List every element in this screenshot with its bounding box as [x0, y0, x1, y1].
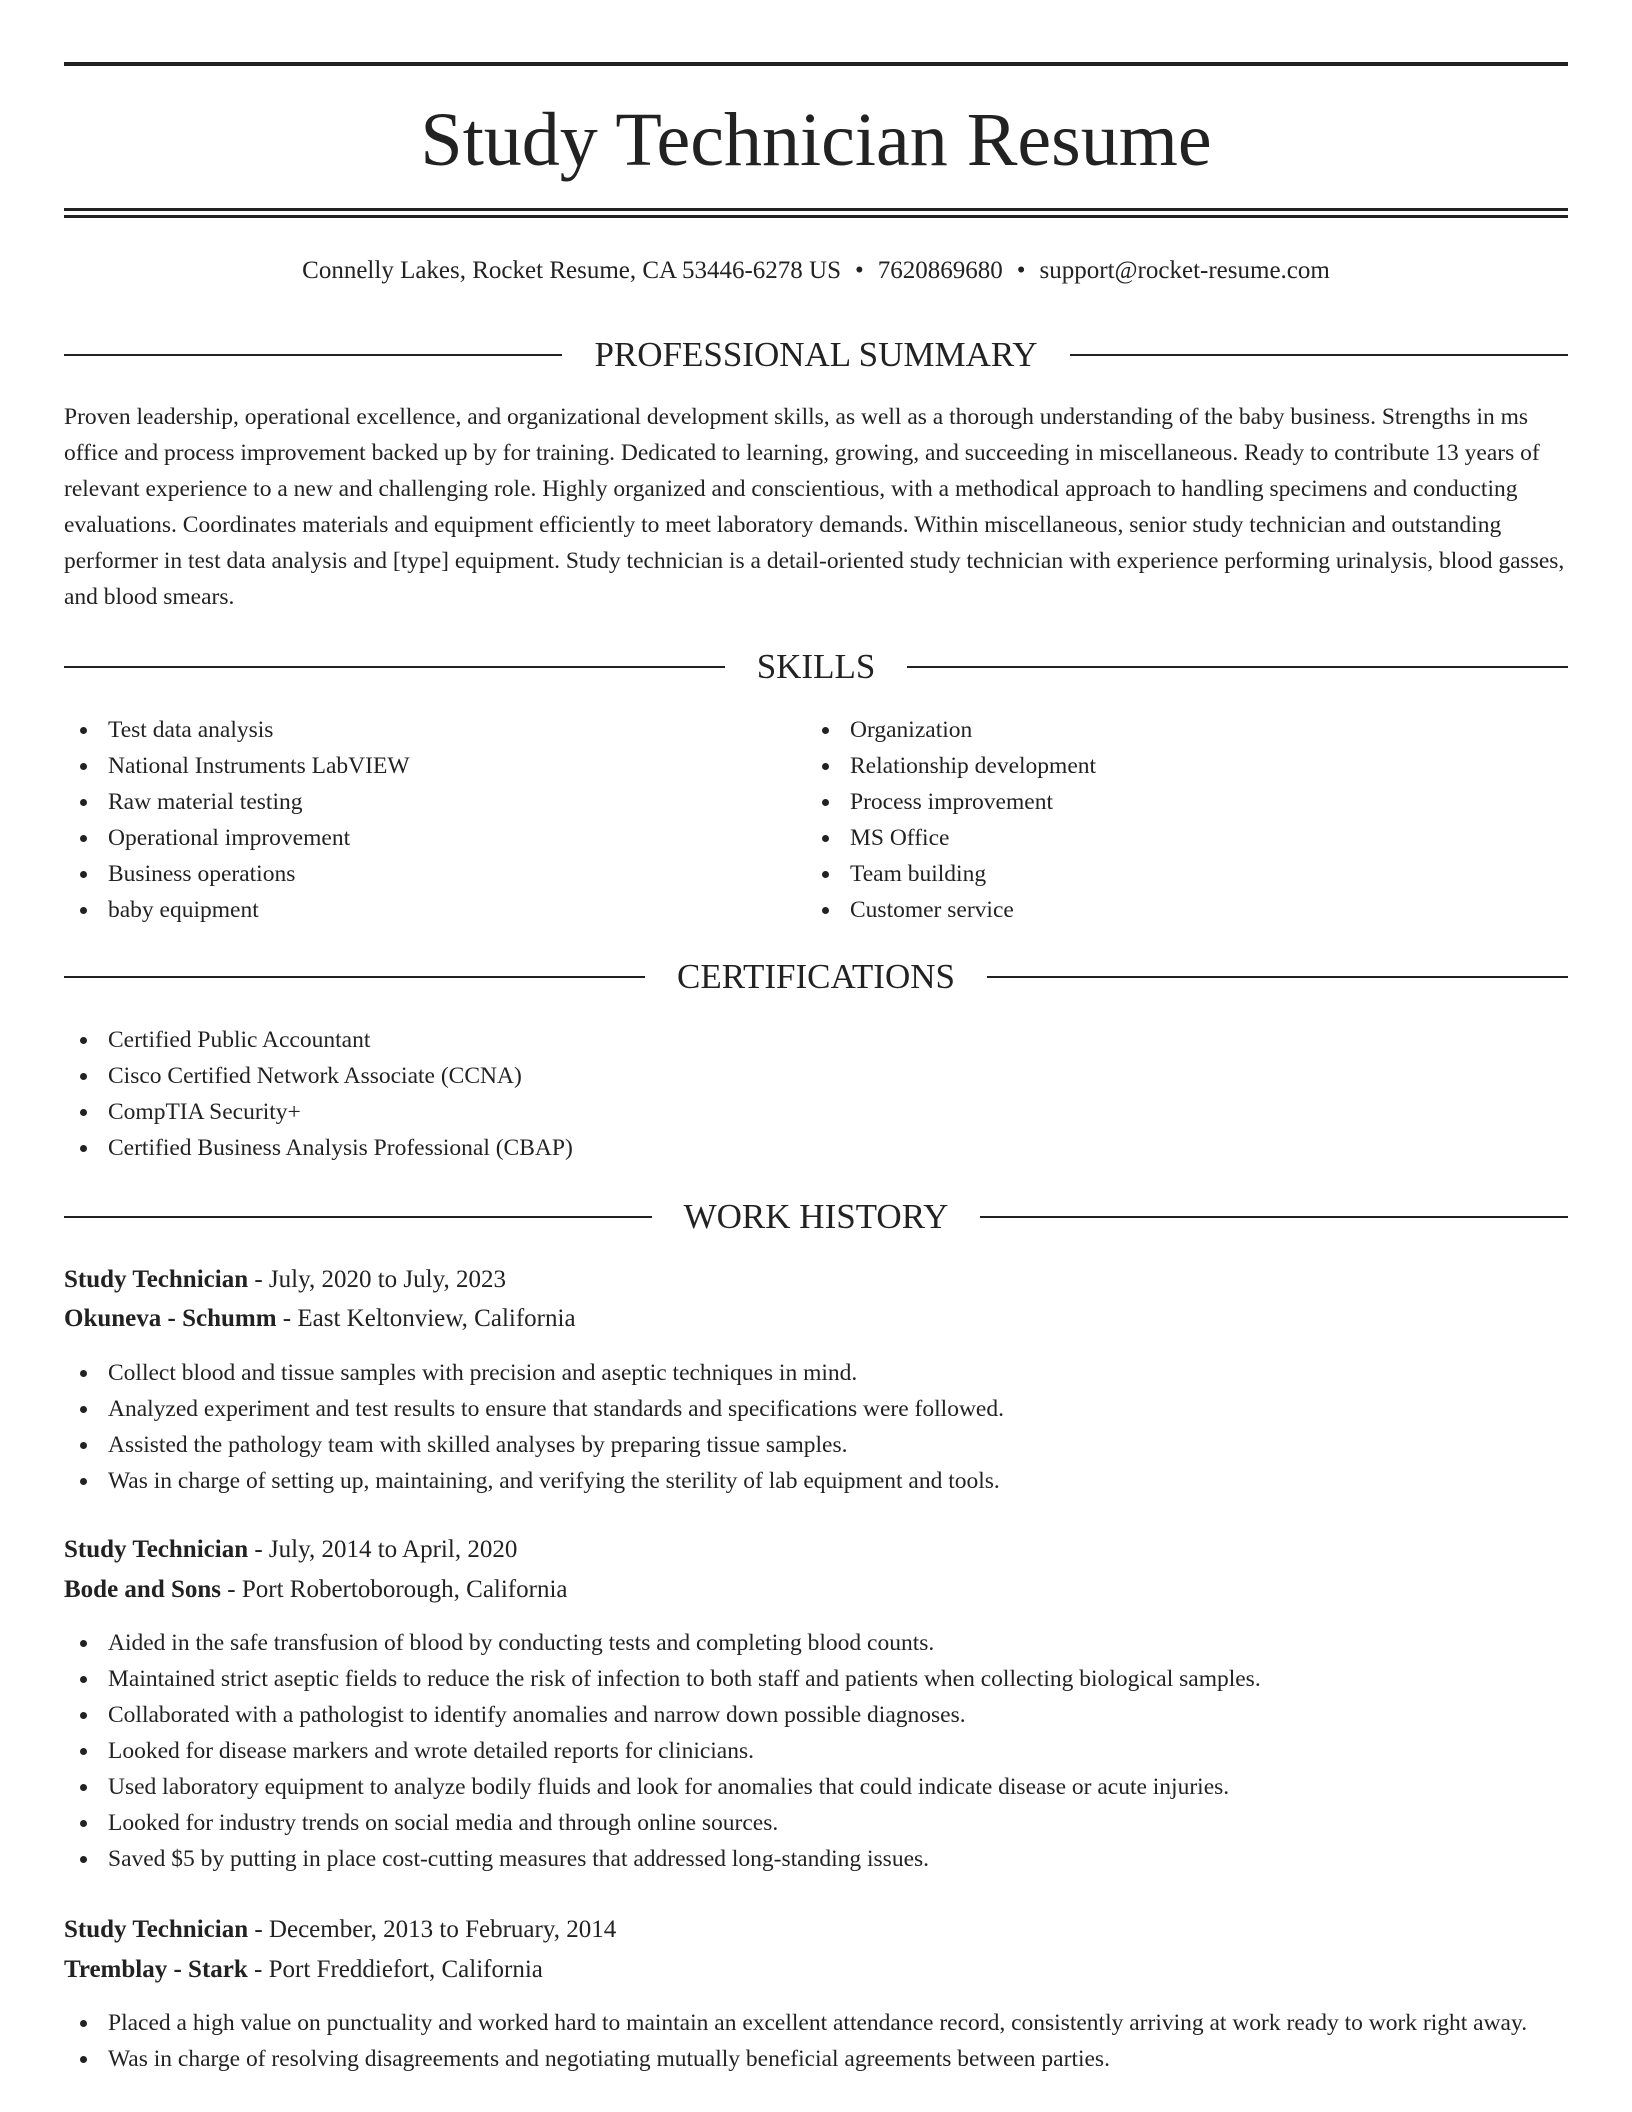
job-bullet: Analyzed experiment and test results to ensure that standards and specifications were followed.: [64, 1391, 1568, 1427]
resume-title: Study Technician Resume: [420, 98, 1212, 182]
job-company: Okuneva - Schumm: [64, 1305, 277, 1332]
skill-item: Raw material testing: [64, 784, 804, 820]
divider: [64, 666, 725, 668]
job-bullet: Looked for disease markers and wrote detailed reports for clinicians.: [64, 1733, 1568, 1769]
divider: [64, 1216, 652, 1218]
job-bullet: Placed a high value on punctuality and worked hard to maintain an excellent attendance record, consistently arriving at work ready to work right away.: [64, 2005, 1568, 2041]
divider: [907, 666, 1568, 668]
skill-item: National Instruments LabVIEW: [64, 748, 804, 784]
divider: [64, 976, 645, 978]
job-bullet: Saved $5 by putting in place cost-cutting measures that addressed long-standing issues.: [64, 1841, 1568, 1877]
skill-item: Customer service: [806, 892, 1566, 928]
summary-paragraph: Proven leadership, operational excellence, and organizational development skills, as well as a thorough understanding of the baby business. Strengths in ms office and process improvement backed up by for training. Dedicated to learning, growing, and succeeding in miscellaneous. Ready to contribute 13 years of relevant experience to a new and challenging role. Highly organized and conscientious, with a methodical approach to handling specimens and conducting evaluations. Coordinates materials and equipment efficiently to meet laboratory demands. Within miscellaneous, senior study technician and outstanding performer in test data analysis and [type] equipment. Study technician is a detail-oriented study technician with experience performing urinalysis, blood gasses, and blood smears.: [64, 404, 1565, 610]
certifications-list: [64, 1022, 1568, 1166]
job-company-line: [64, 1572, 1568, 1608]
section-header-skills: [64, 645, 1568, 689]
job-dates: - December, 2013 to February, 2014: [248, 1916, 617, 1943]
job-title-line: [64, 1262, 1568, 1298]
skill-item: Relationship development: [806, 748, 1566, 784]
section-header-work-history: [64, 1195, 1568, 1239]
job-bullets: [64, 2005, 1568, 2077]
section-title-skills: SKILLS: [756, 647, 876, 686]
contact-separator: •: [1016, 257, 1026, 284]
certification-item: Certified Public Accountant: [64, 1022, 1568, 1058]
job-bullet: Was in charge of resolving disagreements and negotiating mutually beneficial agreements between parties.: [64, 2041, 1568, 2077]
certification-item: Certified Business Analysis Professional (CBAP): [64, 1130, 1568, 1166]
skill-item: Operational improvement: [64, 820, 804, 856]
top-rule: [64, 62, 1568, 66]
contact-phone: 7620869680: [877, 257, 1003, 284]
job-location: - East Keltonview, California: [276, 1305, 576, 1332]
section-title-certifications: CERTIFICATIONS: [677, 957, 955, 996]
divider: [64, 354, 562, 356]
title-rule-upper: [64, 208, 1568, 211]
job-bullet: Was in charge of setting up, maintaining, and verifying the sterility of lab equipment and tools.: [64, 1463, 1568, 1499]
skill-item: MS Office: [806, 820, 1566, 856]
divider: [987, 976, 1568, 978]
job-bullet: Aided in the safe transfusion of blood by conducting tests and completing blood counts.: [64, 1625, 1568, 1661]
contact-separator: •: [855, 257, 864, 284]
job-location: - Port Robertoborough, California: [221, 1576, 568, 1603]
section-header-certifications: [64, 955, 1568, 999]
section-header-summary: [64, 333, 1568, 377]
job-title: Study Technician: [64, 1536, 249, 1563]
job-company: Bode and Sons: [64, 1576, 222, 1603]
contact-address: Connelly Lakes, Rocket Resume, CA 53446-6278 US: [302, 257, 841, 284]
job-title: Study Technician: [64, 1916, 249, 1943]
title-rule-lower: [64, 215, 1568, 218]
job-title-line: [64, 1912, 1568, 1948]
skill-item: Process improvement: [806, 784, 1566, 820]
job-bullet: Collaborated with a pathologist to identify anomalies and narrow down possible diagnoses.: [64, 1697, 1568, 1733]
job-title: Study Technician: [64, 1266, 249, 1293]
section-title-work-history: WORK HISTORY: [683, 1197, 949, 1236]
certification-item: Cisco Certified Network Associate (CCNA): [64, 1058, 1568, 1094]
contact-email: support@rocket-resume.com: [1039, 257, 1330, 284]
skill-item: Organization: [806, 712, 1566, 748]
job-bullet: Maintained strict aseptic fields to reduce the risk of infection to both staff and patients when collecting biological samples.: [64, 1661, 1568, 1697]
skills-list-left: [64, 712, 804, 928]
skill-item: Test data analysis: [64, 712, 804, 748]
job-dates: - July, 2020 to July, 2023: [248, 1266, 506, 1293]
job-company-line: [64, 1952, 1568, 1988]
job-bullets: [64, 1355, 1568, 1499]
job-company: Tremblay - Stark: [64, 1956, 248, 1983]
skills-list-right: [806, 712, 1566, 928]
job-company-line: [64, 1301, 1568, 1337]
skill-item: Team building: [806, 856, 1566, 892]
skill-item: Business operations: [64, 856, 804, 892]
section-title-summary: PROFESSIONAL SUMMARY: [594, 335, 1038, 374]
contact-line: [64, 254, 1568, 288]
job-bullet: Looked for industry trends on social media and through online sources.: [64, 1805, 1568, 1841]
job-title-line: [64, 1532, 1568, 1568]
skill-item: baby equipment: [64, 892, 804, 928]
divider: [1070, 354, 1568, 356]
job-dates: - July, 2014 to April, 2020: [248, 1536, 518, 1563]
job-bullet: Assisted the pathology team with skilled analyses by preparing tissue samples.: [64, 1427, 1568, 1463]
job-bullet: Collect blood and tissue samples with precision and aseptic techniques in mind.: [64, 1355, 1568, 1391]
certification-item: CompTIA Security+: [64, 1094, 1568, 1130]
job-bullet: Used laboratory equipment to analyze bodily fluids and look for anomalies that could indicate disease or acute injuries.: [64, 1769, 1568, 1805]
job-location: - Port Freddiefort, California: [247, 1956, 543, 1983]
divider: [980, 1216, 1568, 1218]
job-bullets: [64, 1625, 1568, 1877]
